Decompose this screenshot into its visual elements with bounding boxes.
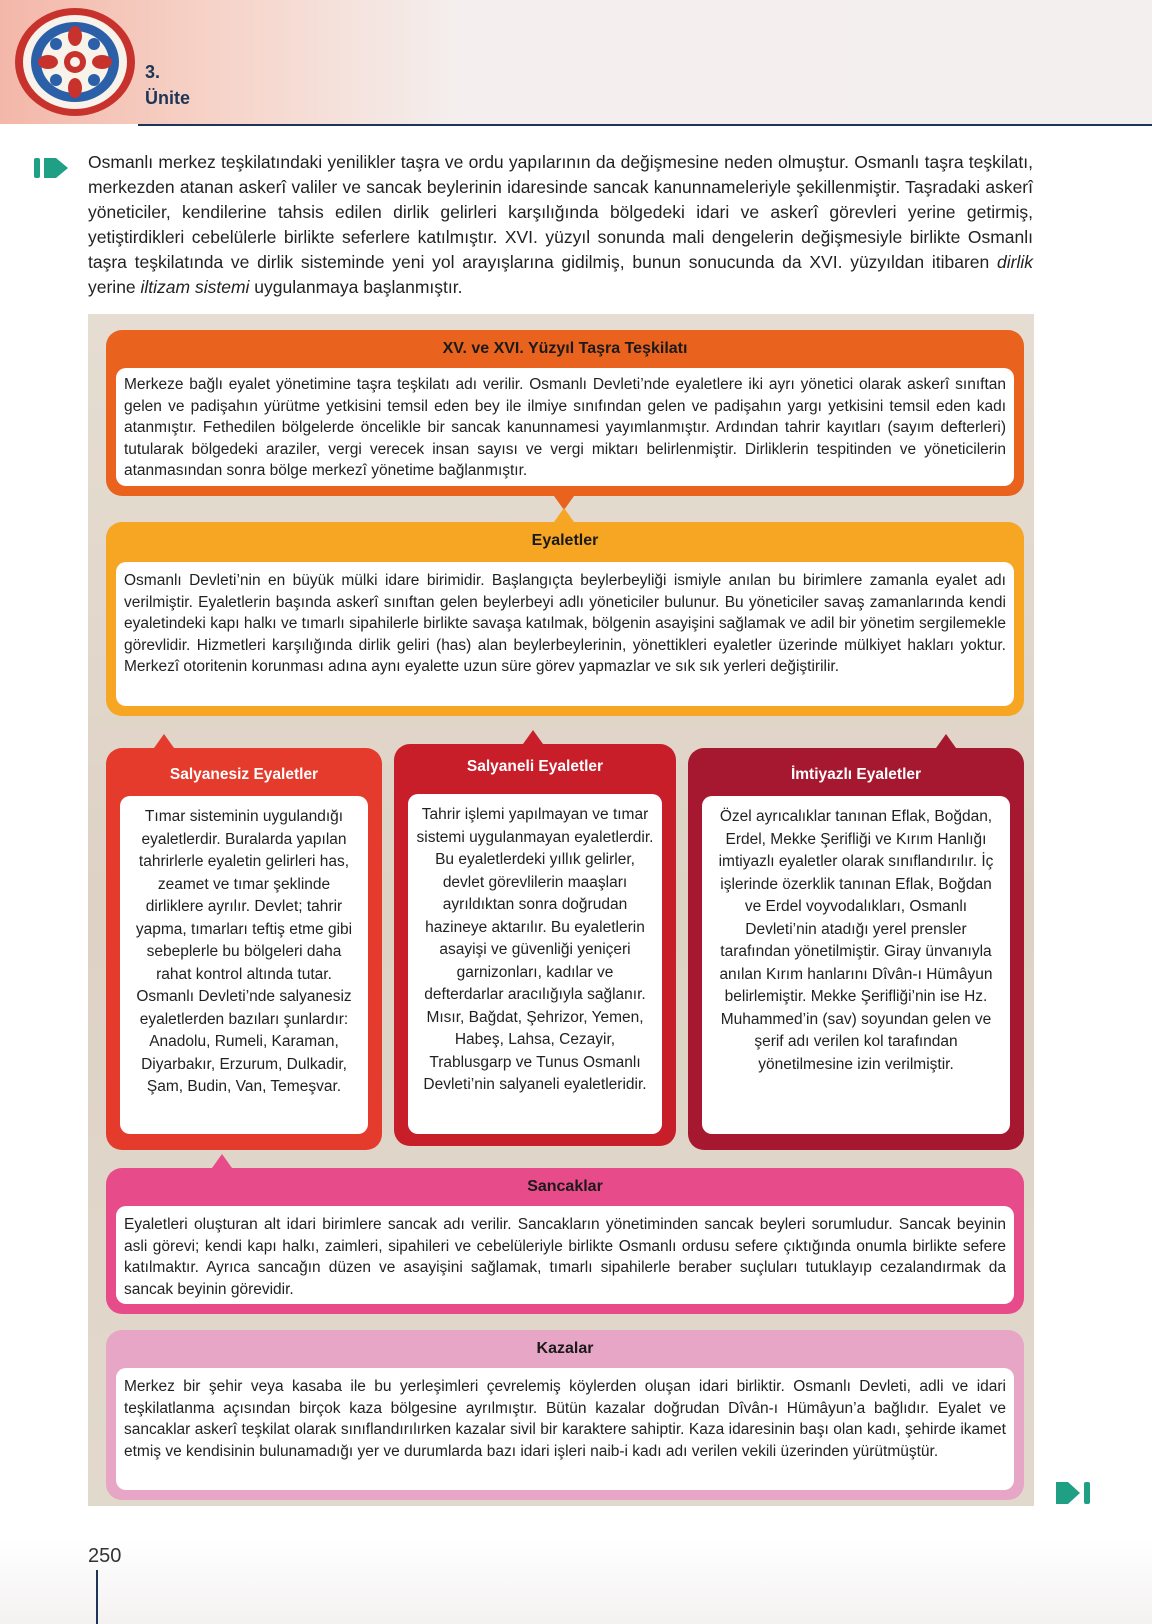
eyaletler-box <box>106 522 1024 716</box>
section-start-icon <box>34 158 68 178</box>
box-title: Eyaletler <box>531 532 599 549</box>
page-line <box>96 1570 98 1624</box>
connector-notch <box>554 508 574 522</box>
box-title: Sancaklar <box>527 1178 603 1195</box>
box-body: Tahrir işlemi yapılmayan ve tımar sistemi uygulanmayan eyaletlerdir. Bu eyaletlerdeki yıllık gelirler, devlet görevlilerin maaşları ayrıldıktan sonra doğrudan hazineye aktarılır. Bu eyaletlerin asayişi ve güvenliği yeniçeri garnizonları, kadılar ve defterdarlar aracılığıyla sağlanır. Mısır, Bağdat, Şehrizor, Yemen, Habeş, Lahsa, Cezayir, Trablusgarp ve Tunus Osmanlı Devleti’nin salyaneli eyaletleridir. <box>408 794 662 1134</box>
connector-notch <box>523 730 543 744</box>
footer-band <box>0 1540 1152 1624</box>
unit-label: Ünite <box>145 88 190 108</box>
box-body: Osmanlı Devleti’nin en büyük mülki idare birimidir. Başlangıçta beylerbeyliği ismiyle anılan bu birimlere zamanla eyalet adı verilmiştir. Eyaletlerin başında askerî sınıftan gelen beylerbeyi adlı yöneticiler bulunur. Bu yöneticiler savaş zamanlarında kendi eyaletindeki kapı halkı ve tımarlı sipahilerle birlikte savaşa katılmak, bölgenin asayişini sağlamak ve adil bir yönetim sergilemekle görevlidir. Hizmetleri karşılığında dirlik geliri (has) alan beylerbeylerinin, yönettikleri eyaletler üzerinde mülkiyet hakları yoktur. Merkezî otoritenin korunması adına aynı eyalette uzun süre görev yapmazlar ve sık sık yerleri değiştirilir. <box>116 562 1014 706</box>
tasra-teskilati-box <box>106 330 1024 496</box>
sancaklar-box <box>106 1168 1024 1314</box>
box-body: Özel ayrıcalıklar tanınan Eflak, Boğdan, Erdel, Mekke Şerifliği ve Kırım Hanlığı imtiyazlı eyaletler olarak sınıflandırılır. İç işlerinde özerklik tanınan Eflak, Boğdan ve Erdel voyvodalıkları, Osmanlı Devleti’nin atadığı yerel prensler tarafından yönetilmiştir. Giray ünvanıyla anılan Kırım hanlarını Dîvân-ı Hümâyun belirlemiştir. Mekke Şerifliği’nin ise Hz. Muhammed’in (sav) soyundan gelen ve şerif adı verilen kol tarafından yönetilmesine izin verilmiştir. <box>702 796 1010 1134</box>
connector-notch <box>212 1154 232 1168</box>
salyaneli-eyaletler-box <box>394 744 676 1146</box>
section-end-icon <box>1056 1482 1090 1504</box>
box-title: Salyaneli Eyaletler <box>466 758 604 775</box>
imtiyazli-eyaletler-box <box>688 748 1024 1150</box>
intro-paragraph: Osmanlı merkez teşkilatındaki yenilikler taşra ve ordu yapılarının da değişmesine neden olmuştur. Osmanlı taşra teşkilatı, merkezden atanan askerî valiler ve sancak beylerinin idaresinde sancak kanunnameleriyle şekillenmiştir. Taşradaki askerî yöneticiler, kendilerine tahsis edilen dirlik gelirleri karşılığında bölgedeki idari ve askerî görevleri yerine getirmiş, yetiştirdikleri cebelülerle birlikte seferlere katılmıştır. XVI. yüzyıl sonunda mali dengelerin değişmesiyle birlikte Osmanlı taşra teşkilatında ve dirlik sisteminde yeni yol arayışlarına gidilmiş, bunun sonucunda da XVI. yüzyıldan itibaren dirlik yerine iltizam sistemi uygulanmaya başlanmıştır. <box>88 152 1033 297</box>
connector-notch <box>154 734 174 748</box>
box-body: Tımar sisteminin uygulandığı eyaletlerdir. Buralarda yapılan tahrirlerle eyaletin gelirleri has, zeamet ve tımar şeklinde dirliklere ayrılır. Devlet; tahrir yapma, tımarları teftiş etme gibi sebeplerle bu bölgeleri daha rahat kontrol altında tutar. Osmanlı Devleti’nde salyanesiz eyaletlerden bazıları şunlardır: Anadolu, Rumeli, Karaman, Diyarbakır, Erzurum, Dulkadir, Şam, Budin, Van, Temeşvar. <box>120 796 368 1134</box>
box-body: Merkez bir şehir veya kasaba ile bu yerleşimleri çevrelemiş köylerden oluşan idari birliktir. Osmanlı Devleti, adli ve idari teşkilatlanma açısından birçok kaza bölgesine ayrılmıştır. Bütün kazalar doğrudan Dîvân-ı Hümâyun’a bağlıdır. Eyalet ve sancaklar askerî teşkilat olarak sınıflandırılırken kazalar sivil bir karaktere sahiptir. Kaza idaresinin başı olan kadı, şehirde ikamet etmiş ve kendisinin bulunamadığı yer ve durumlarda bazı idari işleri naib-i kadı adı verilen vekili üzerinden yürütmüştür. <box>116 1368 1014 1490</box>
ottoman-rosette-icon <box>12 6 138 118</box>
header-divider <box>138 124 1152 126</box>
kazalar-box <box>106 1330 1024 1500</box>
salyanesiz-eyaletler-box <box>106 748 382 1150</box>
box-title: Kazalar <box>536 1340 594 1357</box>
box-title: Salyanesiz Eyaletler <box>169 766 319 783</box>
unit-number: 3. <box>145 62 161 82</box>
box-title: İmtiyazlı Eyaletler <box>790 766 922 783</box>
page-number: 250 <box>88 1545 122 1567</box>
box-body: Eyaletleri oluşturan alt idari birimlere sancak adı verilir. Sancakların yönetiminden sancak beyleri sorumludur. Sancak beyinin asli görevi; kendi kapı halkı, zaimleri, sipahileri ve cebelüleriyle birlikte Osmanlı ordusu sefere çıktığında onumla birlikte sefere katılmaktır. Ayrıca sancağın düzen ve asayişini sağlamak, tımarlı sipahilerle beraber suçluları tutuklayıp cezalandırmak da sancak beyinin görevidir. <box>116 1206 1014 1304</box>
box-body: Merkeze bağlı eyalet yönetimine taşra teşkilatı adı verilir. Osmanlı Devleti’nde eyaletlere iki ayrı yönetici olarak askerî sınıftan gelen ve padişahın yürütme yetkisini temsil eden bey ile ilmiye sınıfından gelen ve padişahın yargı yetkisini temsil eden kadı atanmıştır. Fethedilen bölgelerde öncelikle bir sancak kanunnamesi yayımlanmıştır. Ardından tahrir kayıtları (sayım defterleri) tutularak bölgedeki araziler, vergi verecek insan sayısı ve vergi miktarı belirlenmiştir. Dirliklerin tespitinden ve yöneticilerin atanmasından sonra bölge merkezî yönetime bağlanmıştır. <box>116 368 1014 486</box>
connector-notch <box>936 734 956 748</box>
box-title: XV. ve XVI. Yüzyıl Taşra Teşkilatı <box>442 340 688 357</box>
